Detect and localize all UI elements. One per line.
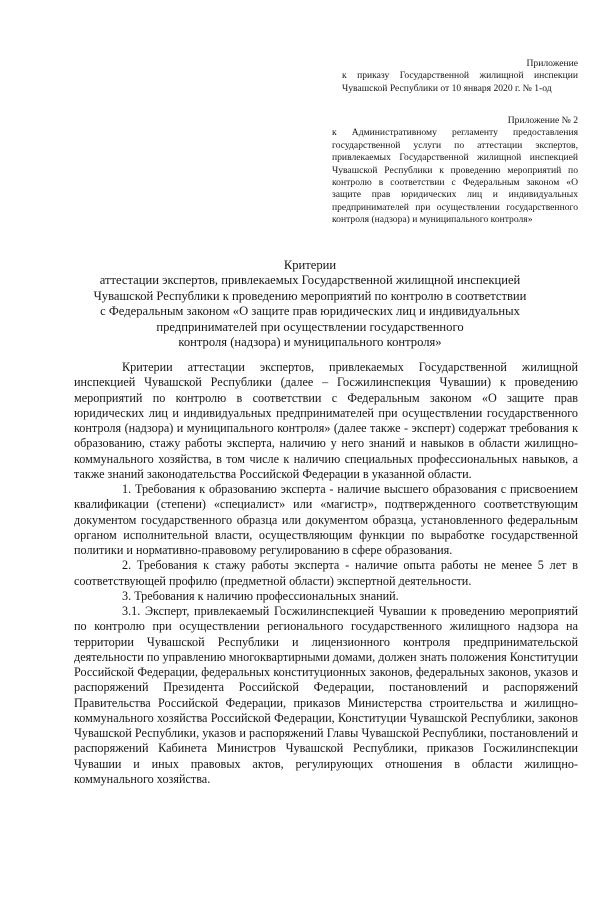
paragraph-3-knowledge: 3. Требования к наличию профессиональных знаний.: [122, 588, 399, 603]
document-title: [40, 258, 580, 350]
title-line-3: Чувашской Республики к проведению мероприятий по контролю в соответствии: [93, 288, 527, 303]
title-line-2: аттестации экспертов, привлекаемых Государственной жилищной инспекцией: [99, 273, 521, 288]
annex-1-text: к приказу Государственной жилищной инспекции Чувашской Республики от 10 января 2020 г. № 1-од: [342, 70, 578, 94]
annex-1-heading: Приложение: [526, 58, 578, 69]
title-line-4: с Федеральным законом «О защите прав юридических лиц и индивидуальных: [100, 304, 520, 319]
paragraph-3-1-legislation: 3.1. Эксперт, привлекаемый Госжилинспекцией Чувашии к проведению мероприятий по контролю при осуществлении регионального государственного жилищного надзора на территории Чувашской Республики и лицензионного контроля предпринимательской деятельности по управлению многоквартирными домами, должен знать положения Конституции Российской Федерации, федеральных конституционных законов, федеральных законов, указов и распоряжений Президента Российской Федерации, постановлений и распоряжений Правительства Российской Федерации, приказов Министерства строительства и жилищно-коммунального хозяйства Российской Федерации, Конституции Чувашской Республики, законов Чувашской Республики, указов и распоряжений Главы Чувашской Республики, постановлений и распоряжений Кабинета Министров Чувашской Республики, приказов Госжилинспекции Чувашии и иных правовых актов, регулирующих отношения в области жилищно-коммунального хозяйства.: [74, 604, 578, 786]
paragraph-2-experience: 2. Требования к стажу работы эксперта - наличие опыта работы не менее 5 лет в соответствующей профилю (предметной области) экспертной деятельности.: [74, 558, 578, 588]
document-body: [74, 360, 578, 787]
annex-1-block: [342, 58, 578, 95]
title-line-5: предпринимателей при осуществлении государственного: [156, 319, 464, 334]
annex-2-heading: Приложение № 2: [507, 115, 578, 126]
paragraph-1-education: 1. Требования к образованию эксперта - наличие высшего образования с присвоением квалификации (степени) «специалист» или «магистр», подтвержденного соответствующим документом государственного образца или документом образца, установленного федеральным органом исполнительной власти, осуществляющим функции по выработке государственной политики и нормативно-правовому регулированию в сфере образования.: [74, 482, 578, 557]
paragraph-intro: Критерии аттестации экспертов, привлекаемых Государственной жилищной инспекцией Чувашской Республики (далее – Госжилинспекция Чувашии) к проведению мероприятий по контролю в соответствии с Федеральным законом «О защите прав юридических лиц и индивидуальных предпринимателей при осуществлении государственного контроля (надзора) и муниципального контроля» (далее также - эксперт) содержат требования к образованию, стажу работы эксперта, наличию у него знаний и навыков в области жилищно-коммунального хозяйства, в том числе к наличию специальных профессиональных навыков, а также знаний законодательства Российской Федерации в указанной области.: [74, 360, 578, 481]
annex-2-block: [332, 115, 578, 227]
title-line-1: Критерии: [283, 258, 337, 272]
title-line-6: контроля (надзора) и муниципального контроля»: [178, 335, 442, 350]
annex-2-text: к Административному регламенту предоставления государственной услуги по аттестации экспертов, привлекаемых Государственной жилищной инспекцией Чувашской Республики к проведению мероприятий по контролю в соответствии с Федеральным законом «О защите прав юридических лиц и индивидуальных предпринимателей при осуществлении государственного контроля (надзора) и муниципального контроля»: [332, 127, 578, 226]
